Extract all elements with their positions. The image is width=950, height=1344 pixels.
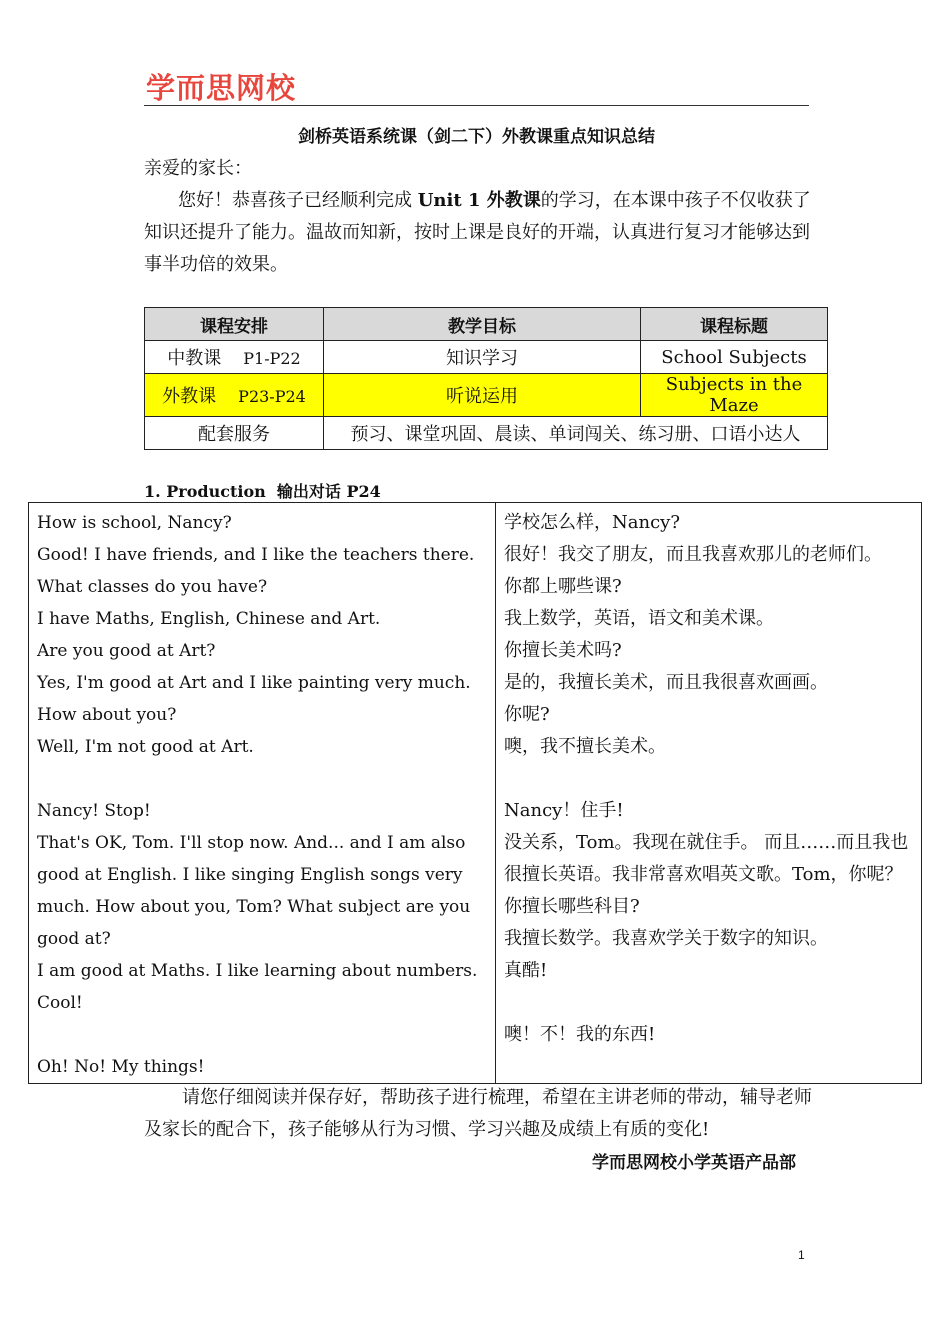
goal-cell: 知识学习 xyxy=(324,341,641,374)
dialogue-row xyxy=(29,503,922,1084)
section-heading-page: P24 xyxy=(346,482,381,501)
chinese-dialogue-line xyxy=(504,987,913,1019)
chinese-dialogue-line xyxy=(504,763,913,795)
schedule-table xyxy=(144,307,828,450)
header-divider xyxy=(144,105,809,106)
course-pages: P23-P24 xyxy=(238,387,306,406)
course-name: 外教课 xyxy=(162,386,217,407)
section-heading-zh: 输出对话 xyxy=(276,482,341,501)
chinese-dialogue-line: 噢，我不擅长美术。 xyxy=(504,736,666,757)
section-heading xyxy=(144,479,381,502)
title-cell: School Subjects xyxy=(641,341,828,374)
chinese-dialogue-line: 你擅长美术吗? xyxy=(504,640,622,661)
chinese-dialogue-line: 是的，我擅长美术，而且我很喜欢画画。 xyxy=(504,672,828,693)
chinese-dialogue-line: 真酷! xyxy=(504,960,548,981)
intro-body-bold: Unit 1 外教课 xyxy=(417,190,541,211)
header-goal: 教学目标 xyxy=(324,308,641,341)
chinese-dialogue-line: 你都上哪些课? xyxy=(504,576,622,597)
dialogue-chinese-column xyxy=(496,503,922,1084)
english-dialogue-line: I have Maths, English, Chinese and Art. xyxy=(37,609,381,629)
english-dialogue-line: Cool! xyxy=(37,993,83,1013)
signature: 学而思网校小学英语产品部 xyxy=(592,1153,796,1173)
english-dialogue-line: That's OK, Tom. I'll stop now. And... and I am also good at English. I like singing English songs very much. How about you, Tom? What subject are you good at? xyxy=(37,833,471,949)
page-number: 1 xyxy=(798,1248,805,1262)
closing-note xyxy=(144,1082,814,1146)
course-name: 中教课 xyxy=(167,348,222,369)
chinese-dialogue-line: 噢！不！我的东西! xyxy=(504,1024,656,1045)
header-course: 课程安排 xyxy=(145,308,324,341)
schedule-row-foreign-class xyxy=(145,374,828,417)
course-cell xyxy=(145,374,324,417)
schedule-row-services xyxy=(145,417,828,450)
english-dialogue-line: Good! I have friends, and I like the teachers there. xyxy=(37,545,475,565)
english-dialogue-line: What classes do you have? xyxy=(37,577,268,597)
intro-body-pre: 您好！恭喜孩子已经顺利完成 xyxy=(178,190,418,211)
services-label: 配套服务 xyxy=(145,417,324,450)
chinese-dialogue-line: 我擅长数学。我喜欢学关于数字的知识。 xyxy=(504,928,828,949)
title-cell: Subjects in the Maze xyxy=(641,374,828,417)
chinese-dialogue-line: 很好！我交了朋友，而且我喜欢那儿的老师们。 xyxy=(504,544,882,565)
brand-logo: 学而思网校 xyxy=(146,71,297,105)
course-cell xyxy=(145,341,324,374)
services-list: 预习、课堂巩固、晨读、单词闯关、练习册、口语小达人 xyxy=(324,417,828,450)
dialogue-english-column xyxy=(29,503,496,1084)
intro-body-post: 的学习，在本课中孩子不仅收获了知识还提升了能力。温故而知新，按时上课是良好的开端，认真进行复习才能够达到事半功倍的效果。 xyxy=(144,190,811,275)
chinese-dialogue-line: 我上数学，英语，语文和美术课。 xyxy=(504,608,774,629)
header-title: 课程标题 xyxy=(641,308,828,341)
english-dialogue-line: How about you? xyxy=(37,705,177,725)
chinese-dialogue-line: 你呢? xyxy=(504,704,550,725)
page-title: 剑桥英语系统课（剑二下）外教课重点知识总结 xyxy=(298,127,655,147)
chinese-dialogue-line: Nancy！住手! xyxy=(504,800,624,821)
chinese-dialogue-line: 学校怎么样，Nancy? xyxy=(504,512,680,533)
course-pages: P1-P22 xyxy=(243,349,301,368)
dialogue-table xyxy=(28,502,922,1084)
goal-cell: 听说运用 xyxy=(324,374,641,417)
section-heading-en: 1. Production xyxy=(144,482,266,501)
english-dialogue-line: Oh! No! My things! xyxy=(37,1057,205,1077)
english-dialogue-line: Yes, I'm good at Art and I like painting very much. xyxy=(37,673,471,693)
english-dialogue-line: Are you good at Art? xyxy=(37,641,216,661)
chinese-dialogue-line: 没关系，Tom。我现在就住手。 而且……而且我也很擅长英语。我非常喜欢唱英文歌。Tom，你呢？你擅长哪些科目? xyxy=(504,832,909,917)
greeting: 亲爱的家长： xyxy=(144,158,252,179)
closing-text: 请您仔细阅读并保存好，帮助孩子进行梳理，希望在主讲老师的带动，辅导老师及家长的配合下，孩子能够从行为习惯、学习兴趣及成绩上有质的变化! xyxy=(144,1087,812,1140)
english-dialogue-line: Well, I'm not good at Art. xyxy=(37,737,254,757)
english-dialogue-line: Nancy! Stop! xyxy=(37,801,151,821)
intro-letter xyxy=(144,153,814,281)
intro-body xyxy=(144,185,814,281)
english-dialogue-line: I am good at Maths. I like learning about numbers. xyxy=(37,961,478,981)
english-dialogue-line xyxy=(37,763,487,795)
schedule-header-row xyxy=(145,308,828,341)
english-dialogue-line xyxy=(37,1019,487,1051)
schedule-row-chinese-class xyxy=(145,341,828,374)
english-dialogue-line: How is school, Nancy? xyxy=(37,513,232,533)
